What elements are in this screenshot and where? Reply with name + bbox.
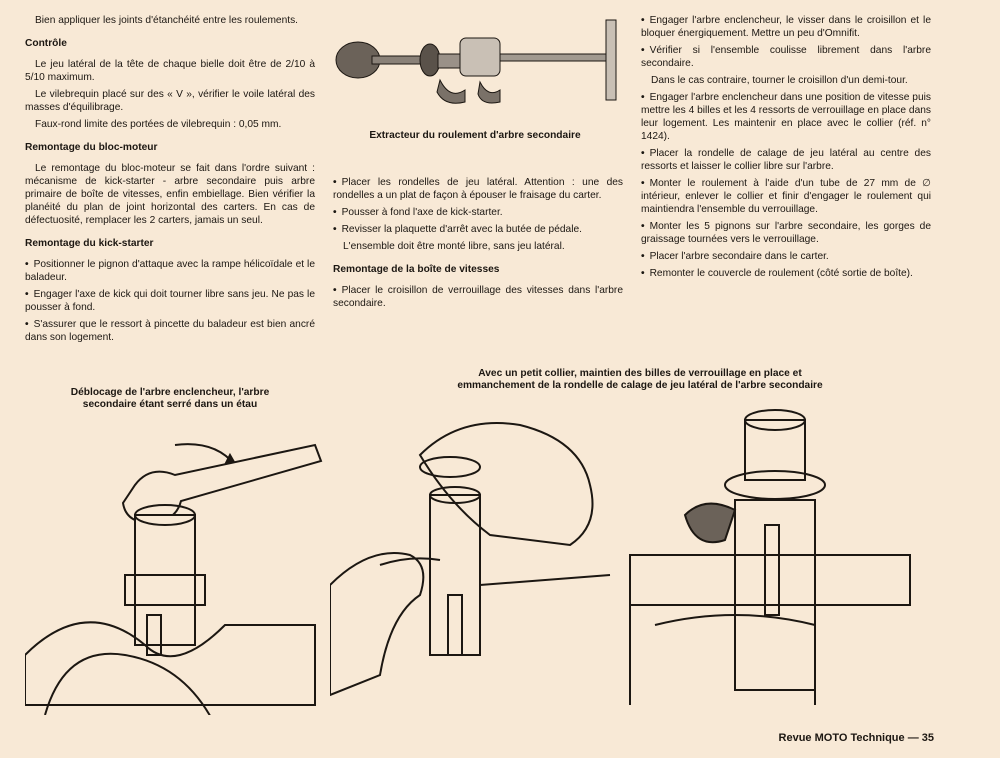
column-middle [333,176,623,314]
bullet-item: • S'assurer que le ressort à pincette du baladeur est bien ancré dans son logement. [25,318,315,344]
bullet-item: • Positionner le pignon d'attaque avec la rampe hélicoïdale et le baladeur. [25,258,315,284]
paragraph: Le vilebrequin placé sur des « V », vérifier le voile latéral des masses d'équilibrage. [25,89,315,113]
heading-controle: Contrôle [25,38,67,49]
bullet-item: • Pousser à fond l'axe de kick-starter. [333,206,623,219]
paragraph: L'ensemble doit être monté libre, sans jeu latéral. [343,241,565,252]
caption-collier: Avec un petit collier, maintien des billes de verrouillage en place et emmanchement de la rondelle de calage de jeu latéral de l'arbre secondaire [457,368,823,391]
bullet-item: • Engager l'arbre enclencheur, le visser dans le croisillon et le bloquer énergiquement. Mettre un peu d'Omnifit. [641,14,931,40]
heading-kick-starter: Remontage du kick-starter [25,238,154,249]
caption-deblocage: Déblocage de l'arbre enclencheur, l'arbre secondaire étant serré dans un étau [70,387,270,410]
heading-remontage-bloc: Remontage du bloc-moteur [25,142,158,153]
paragraph: Le jeu latéral de la tête de chaque bielle doit être de 2/10 à 5/10 maximum. [25,59,315,83]
bullet-item: • Monter le roulement à l'aide d'un tube de 27 mm de ∅ intérieur, enlever le collier et finir d'engager le roulement qui maintiendra l'ensemble du verrouillage. [641,177,931,216]
bullet-item: • Placer la rondelle de calage de jeu latéral au centre des ressorts et laisser le collier libre sur l'arbre. [641,147,931,173]
bullet-item: • Revisser la plaquette d'arrêt avec la butée de pédale. [333,223,623,236]
column-right [641,14,931,284]
bullet-item: • Monter les 5 pignons sur l'arbre secondaire, les gorges de graissage tournées vers le verrouillage. [641,220,931,246]
paragraph: Le remontage du bloc-moteur se fait dans l'ordre suivant : mécanisme de kick-starter - arbre secondaire puis arbre primaire de boîte de vitesses, enfin embiellage. Bien vérifier la planéité du plan de joint horizontal des carters. En cas de défectuosité, remplacer les 2 carters, jamais un seul. [25,163,315,226]
bullet-item: • Engager l'axe de kick qui doit tourner libre sans jeu. Ne pas le pousser à fond. [25,288,315,314]
bullet-item: • Vérifier si l'ensemble coulisse librement dans l'arbre secondaire. [641,44,931,70]
bullet-item: • Placer les rondelles de jeu latéral. Attention : une des rondelles a un plat de façon à épouser le fraisage du carter. [333,176,623,202]
caption-extracteur: Extracteur du roulement d'arbre secondaire [369,130,581,141]
wrench-illustration [25,425,325,715]
bullet-item: • Placer l'arbre secondaire dans le carter. [641,250,931,263]
intro-paragraph: Bien appliquer les joints d'étanchéité entre les roulements. [35,15,299,26]
bullet-item: • Placer le croisillon de verrouillage des vitesses dans l'arbre secondaire. [333,284,623,310]
paragraph: Faux-rond limite des portées de vilebrequin : 0,05 mm. [35,119,282,130]
heading-boite-vitesses: Remontage de la boîte de vitesses [333,264,500,275]
hands-collier-illustration [330,405,620,715]
page-footer: Revue MOTO Technique — 35 [778,732,934,744]
paragraph: Dans le cas contraire, tourner le croisillon d'un demi-tour. [651,75,908,86]
extractor-illustration [330,18,630,113]
arbre-collier-illustration [625,405,925,715]
column-left [25,14,315,348]
bullet-item: • Engager l'arbre enclencheur dans une position de vitesse puis mettre les 4 billes et les 4 ressorts de verrouillage en place dans leur logement. Les maintenir en place avec le collier (réf. n° 1424). [641,91,931,143]
bullet-item: • Remonter le couvercle de roulement (côté sortie de boîte). [641,267,931,280]
